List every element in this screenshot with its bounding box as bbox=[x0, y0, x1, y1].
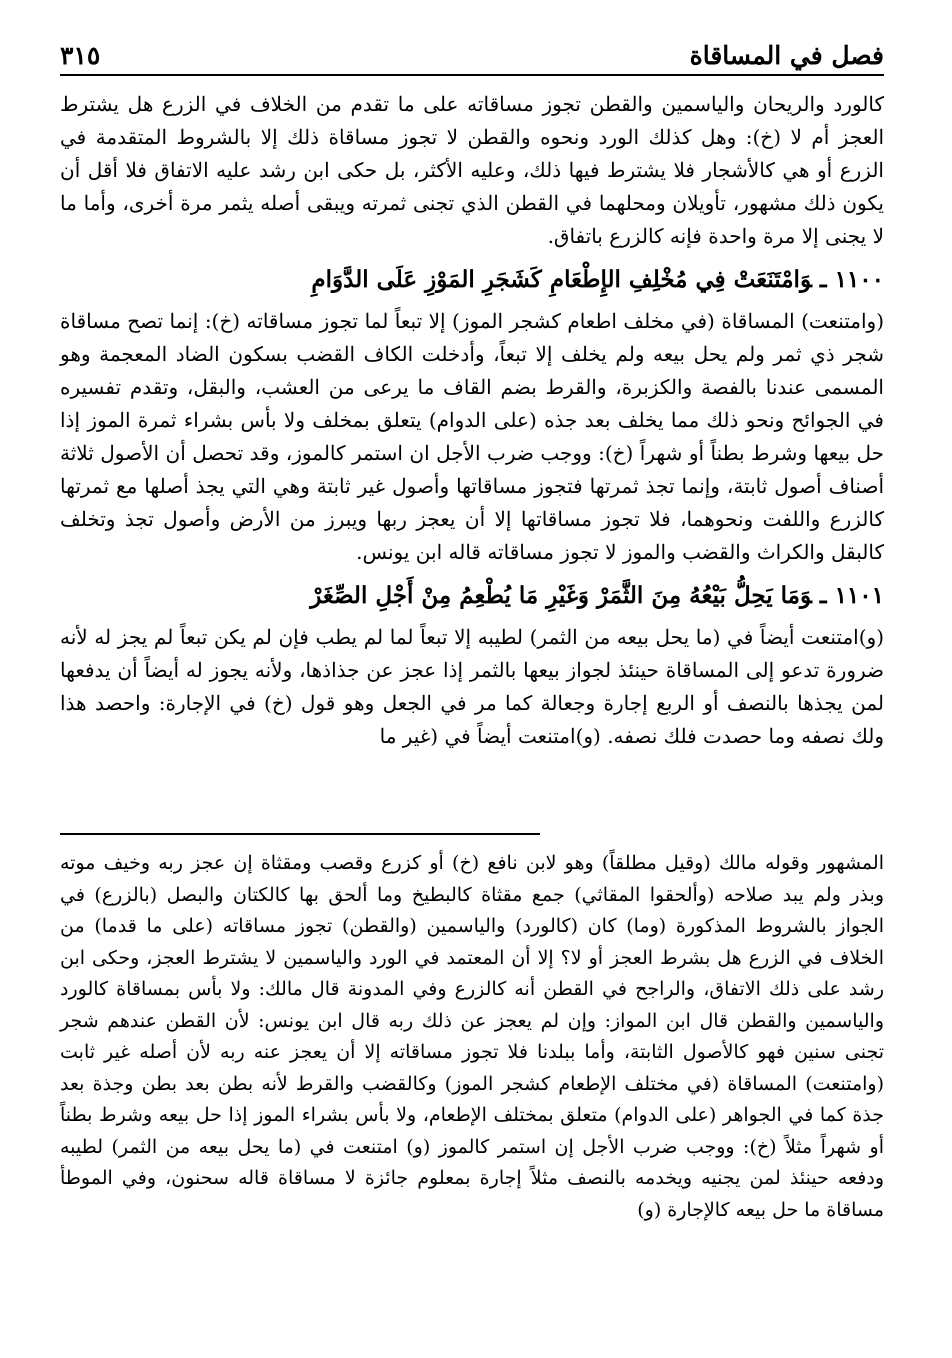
verse-text: وَمَا يَحِلُّ بَيْعُهُ مِنَ الثَّمَرْ وَغَيْرِ مَا يُطْعِمُ مِنْ أَجْلِ الصِّغَرْ bbox=[310, 582, 812, 609]
footnote-paragraph: المشهور وقوله مالك (وقيل مطلقاً) وهو لابن نافع (خ) أو كزرع وقصب ومقثاة إن عجز ربه وخيف موته وبذر ولم يبد صلاحه (وألحقوا المقاثي) جمع مقثاة كالبطيخ وما ألحق بها كالكتان والبصل (بالزرع) في الجواز بالشروط المذكورة (وما) كان (كالورد) والياسمين (والقطن) تجوز مساقاته (على ما قدما) من الخلاف في الزرع هل بشرط العجز أو لا؟ إلا أن المعتمد في الورد والياسمين لا يشترط العجز، وحكى ابن رشد على ذلك الاتفاق، والراجح في القطن أنه كالزرع وفي المدونة قال مالك: ولا بأس بمساقاة كالورد والياسمين والقطن قال ابن المواز: وإن لم يعجز عن ذلك ربه قال ابن يونس: لأن القطن عندهم شجر تجنى سنين فهو كالأصول الثابتة، وأما ببلدنا فلا تجوز مساقاته إلا أن يعجز عنه ربه لأن أصله غير ثابت (وامتنعت) المساقاة (في مختلف الإطعام كشجر الموز) وكالقضب والقرط لأنه بطن بعد بطن وجذة بعد جذة كما في الجواهر (على الدوام) متعلق بمختلف الإطعام، ولا بأس بشراء الموز إذا حل بيعه وشرط بطناً أو شهراً مثلاً (خ): ووجب ضرب الأجل إن استمر كالموز (و) امتنعت في (ما يحل بيعه من الثمر) لطيبه ودفعه حينئذ لمن يجنيه ويخدمه بالنصف مثلاً إجارة بمعلوم جائزة لا مساقاة قاله سحنون، وفي الموطأ مساقاة ما حل بيعه كالإجارة (و) bbox=[60, 852, 884, 1221]
verse-text: وَامْتَنَعَتْ فِي مُخْلِفِ الإِطْعَامِ كَشَجَرِ المَوْزِ عَلَى الدَّوَامِ bbox=[311, 266, 812, 293]
paragraph-3: (و)امتنعت أيضاً في (ما يحل بيعه من الثمر) لطيبه إلا تبعاً لما لم يطب فإن لم يكن تبعاً لم يجز له لأنه ضرورة تدعو إلى المساقاة حينئذ لجواز بيعها بالثمر إذا عجز عن جذاذها، ولأنه يجوز له أيضاً أن يدفعها لمن يجذها بالنصف أو الربع إجارة وجعالة كما مر في الجعل وهو قول (خ) في الإجارة: واحصد هذا ولك نصفه وما حصدت فلك نصفه. (و)امتنعت أيضاً في (غير ما bbox=[60, 625, 884, 748]
footnote-commentary bbox=[60, 848, 884, 1226]
verse-number: ١١٠٠ ـ bbox=[819, 266, 884, 293]
footnote-divider bbox=[60, 833, 540, 835]
verse-number: ١١٠١ ـ bbox=[819, 582, 884, 609]
verse-1100 bbox=[60, 257, 884, 303]
header-divider bbox=[60, 74, 884, 76]
page-number: ٣١٥ bbox=[60, 41, 101, 70]
verse-1101 bbox=[60, 573, 884, 619]
paragraph-2: (وامتنعت) المساقاة (في مخلف اطعام كشجر الموز) إلا تبعاً لما تجوز مساقاته (خ): إنما تصح مساقاة شجر ذي ثمر ولم يحل بيعه ولم يخلف إلا تبعاً، وأدخلت الكاف القضب بسكون الضاد المعجمة وهو المسمى عندنا بالفصة والكزبرة، والقرط بضم القاف ما يرعى من العشب، والبقل، وتقدم تفسيره في الجوائح ونحو ذلك مما يخلف بعد جذه (على الدوام) يتعلق بمخلف ولا بأس بشراء ثمرة الموز إذا حل بيعها وشرط بطناً أو شهراً (خ): ووجب ضرب الأجل ان استمر كالموز، وقد تحصل أن الأصول ثلاثة أصناف أصول ثابتة، وإنما تجذ ثمرتها فتجوز مساقاتها وأصول غير ثابتة وهي التي يجذ أصلها مع ثمرتها كالزرع واللفت ونحوهما، فلا تجوز مساقاتها إلا أن يعجز ربها ويبرز من الأرض وأصول تجذ وتخلف كالبقل والكراث والقضب والموز لا تجوز مساقاته قاله ابن يونس. bbox=[60, 309, 884, 564]
main-text bbox=[60, 88, 884, 753]
running-title: فصل في المساقاة bbox=[689, 41, 884, 70]
paragraph-1: كالورد والريحان والياسمين والقطن تجوز مساقاته على ما تقدم من الخلاف في الزرع هل يشترط العجز أم لا (خ): وهل كذلك الورد ونحوه والقطن لا تجوز مساقاة ذلك إلا بالشروط المتقدمة في الزرع أو هي كالأشجار فلا يشترط فيها ذلك، وعليه الأكثر، بل حكى ابن رشد عليه الاتفاق فلا أقل أن يكون ذلك مشهور، تأويلان ومحلهما في القطن الذي تجنى ثمرته ويبقى أصله يثمر مرة أخرى، وأما ما لا يجنى إلا مرة واحدة فإنه كالزرع باتفاق. bbox=[60, 92, 884, 248]
page-header bbox=[60, 30, 884, 70]
